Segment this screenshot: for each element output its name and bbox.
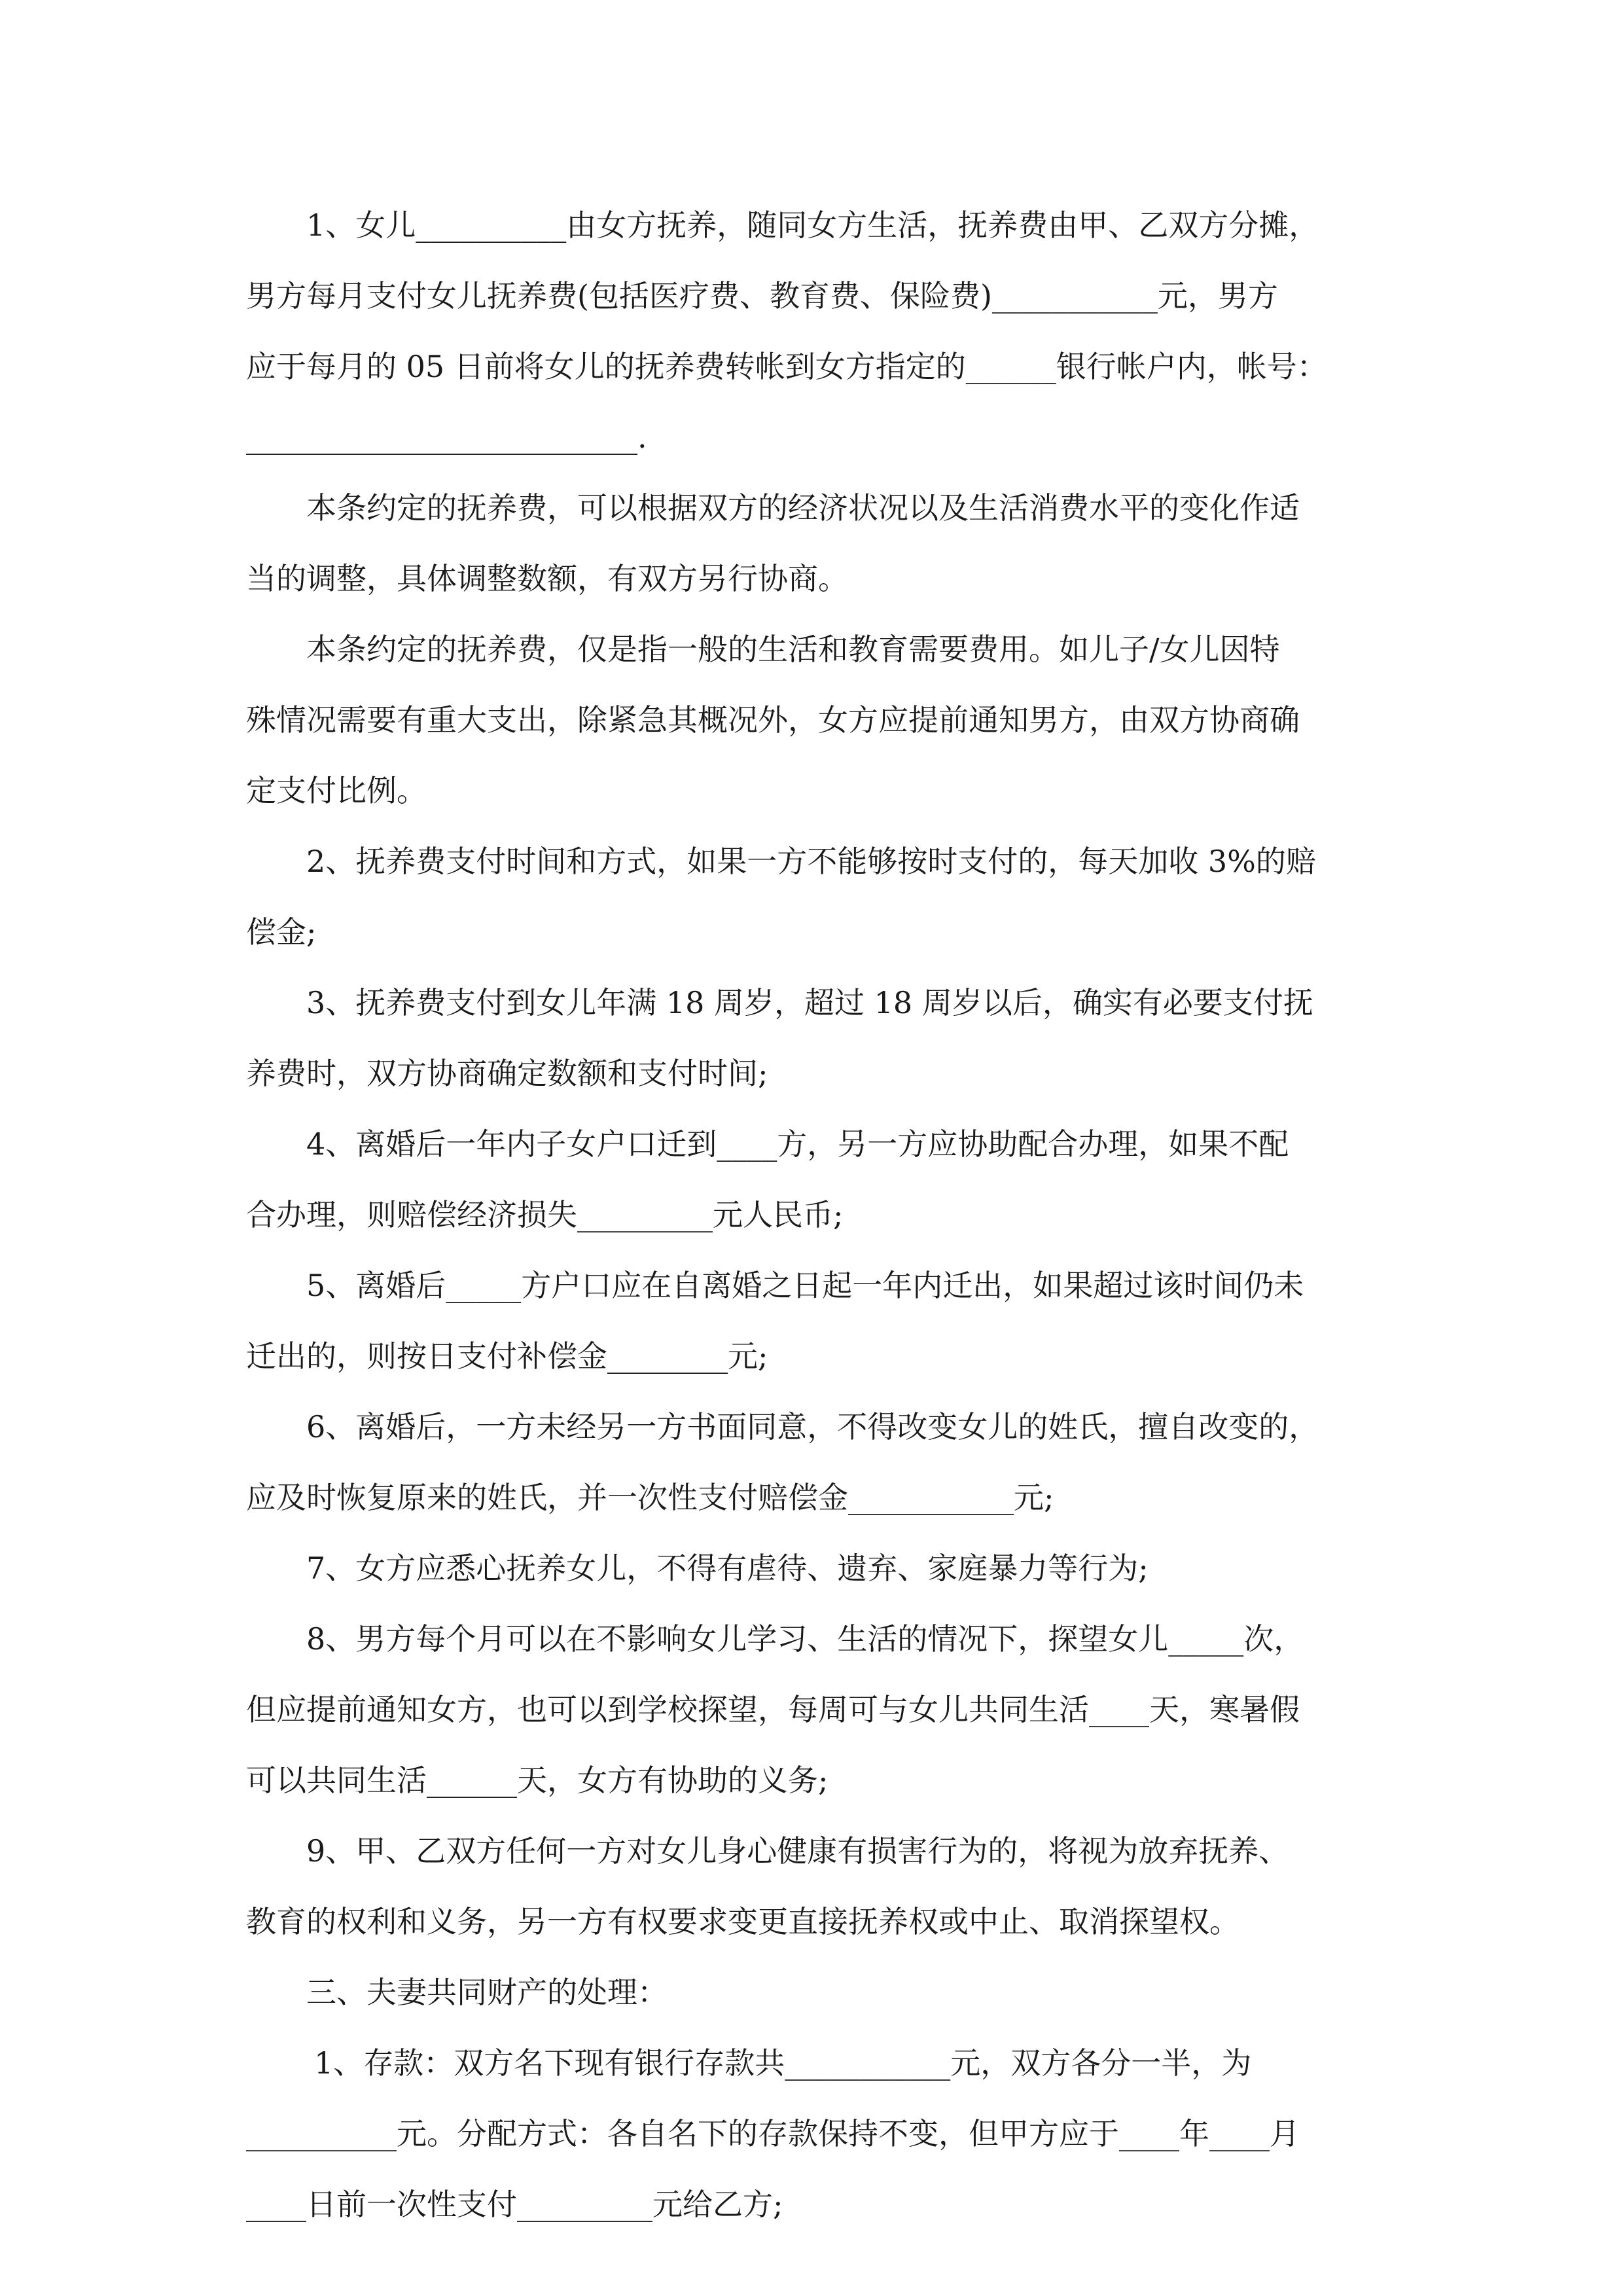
text-line: 男方每月支付女儿抚养费(包括医疗费、教育费、保险费)___________元，男方 bbox=[246, 278, 1278, 314]
text-line: 教育的权利和义务，另一方有权要求变更直接抚养权或中止、取消探望权。 bbox=[246, 1904, 1240, 1939]
text-line: 合办理，则赔偿经济损失_________元人民币; bbox=[246, 1197, 844, 1232]
text-line: 定支付比例。 bbox=[246, 773, 427, 808]
clause-deposits bbox=[246, 2028, 1398, 2240]
text-line: 可以共同生活______天，女方有协助的义务; bbox=[246, 1763, 829, 1798]
text-line: __________________________. bbox=[246, 420, 647, 455]
text-line: __________元。分配方式：各自名下的存款保持不变，但甲方应于____年____月 bbox=[246, 2116, 1300, 2151]
text-line: 1、女儿__________由女方抚养，随同女方生活，抚养费由甲、乙双方分摊， bbox=[306, 207, 1319, 243]
paragraph-scope bbox=[246, 614, 1398, 826]
text-line: 养费时，双方协商确定数额和支付时间; bbox=[246, 1056, 768, 1091]
text-line: 本条约定的抚养费，可以根据双方的经济状况以及生活消费水平的变化作适 bbox=[306, 490, 1300, 526]
section-3-heading bbox=[246, 1957, 1398, 2028]
text-line: 8、男方每个月可以在不影响女儿学习、生活的情况下，探望女儿_____次， bbox=[306, 1621, 1304, 1657]
text-line: 6、离婚后，一方未经另一方书面同意，不得改变女儿的姓氏，擅自改变的， bbox=[306, 1409, 1319, 1444]
text-line: 殊情况需要有重大支出，除紧急其概况外，女方应提前通知男方，由双方协商确 bbox=[246, 702, 1300, 738]
text-line: 5、离婚后_____方户口应在自离婚之日起一年内迁出，如果超过该时间仍未 bbox=[306, 1268, 1304, 1303]
text-line: 当的调整，具体调整数额，有双方另行协商。 bbox=[246, 561, 848, 596]
clause-4-household bbox=[246, 1109, 1398, 1250]
clause-6-surname bbox=[246, 1391, 1398, 1533]
clause-5-relocation bbox=[246, 1250, 1398, 1391]
text-line: 迁出的，则按日支付补偿金________元; bbox=[246, 1338, 768, 1374]
text-line: 7、女方应悉心抚养女儿，不得有虐待、遗弃、家庭暴力等行为; bbox=[306, 1551, 1149, 1586]
text-line: 应于每月的 05 日前将女儿的抚养费转帐到女方指定的______银行帐户内，帐号： bbox=[246, 349, 1327, 384]
clause-3-duration bbox=[246, 967, 1398, 1109]
text-line: 但应提前通知女方，也可以到学校探望，每周可与女儿共同生活____天，寒暑假 bbox=[246, 1692, 1300, 1727]
text-line: 应及时恢复原来的姓氏，并一次性支付赔偿金___________元; bbox=[246, 1480, 1054, 1515]
paragraph-adjustment bbox=[246, 473, 1398, 614]
document-body bbox=[246, 190, 1398, 2240]
text-line: 偿金; bbox=[246, 914, 317, 950]
clause-1-custody bbox=[246, 190, 1398, 473]
text-line: 2、抚养费支付时间和方式，如果一方不能够按时支付的，每天加收 3%的赔 bbox=[306, 844, 1316, 879]
text-line: ____日前一次性支付_________元给乙方; bbox=[246, 2187, 783, 2222]
text-line: 3、抚养费支付到女儿年满 18 周岁，超过 18 周岁以后，确实有必要支付抚 bbox=[306, 985, 1313, 1020]
clause-8-visitation bbox=[246, 1604, 1398, 1816]
section-heading: 三、夫妻共同财产的处理： bbox=[306, 1975, 668, 2010]
clause-9-harm bbox=[246, 1816, 1398, 1957]
clause-7-care bbox=[246, 1533, 1398, 1604]
text-line: 1、存款：双方名下现有银行存款共___________元，双方各分一半，为 bbox=[314, 2045, 1252, 2081]
clause-2-payment bbox=[246, 826, 1398, 967]
text-line: 4、离婚后一年内子女户口迁到____方，另一方应协助配合办理，如果不配 bbox=[306, 1126, 1289, 1162]
text-line: 9、甲、乙双方任何一方对女儿身心健康有损害行为的，将视为放弃抚养、 bbox=[306, 1833, 1289, 1869]
text-line: 本条约定的抚养费，仅是指一般的生活和教育需要费用。如儿子/女儿因特 bbox=[306, 632, 1280, 667]
